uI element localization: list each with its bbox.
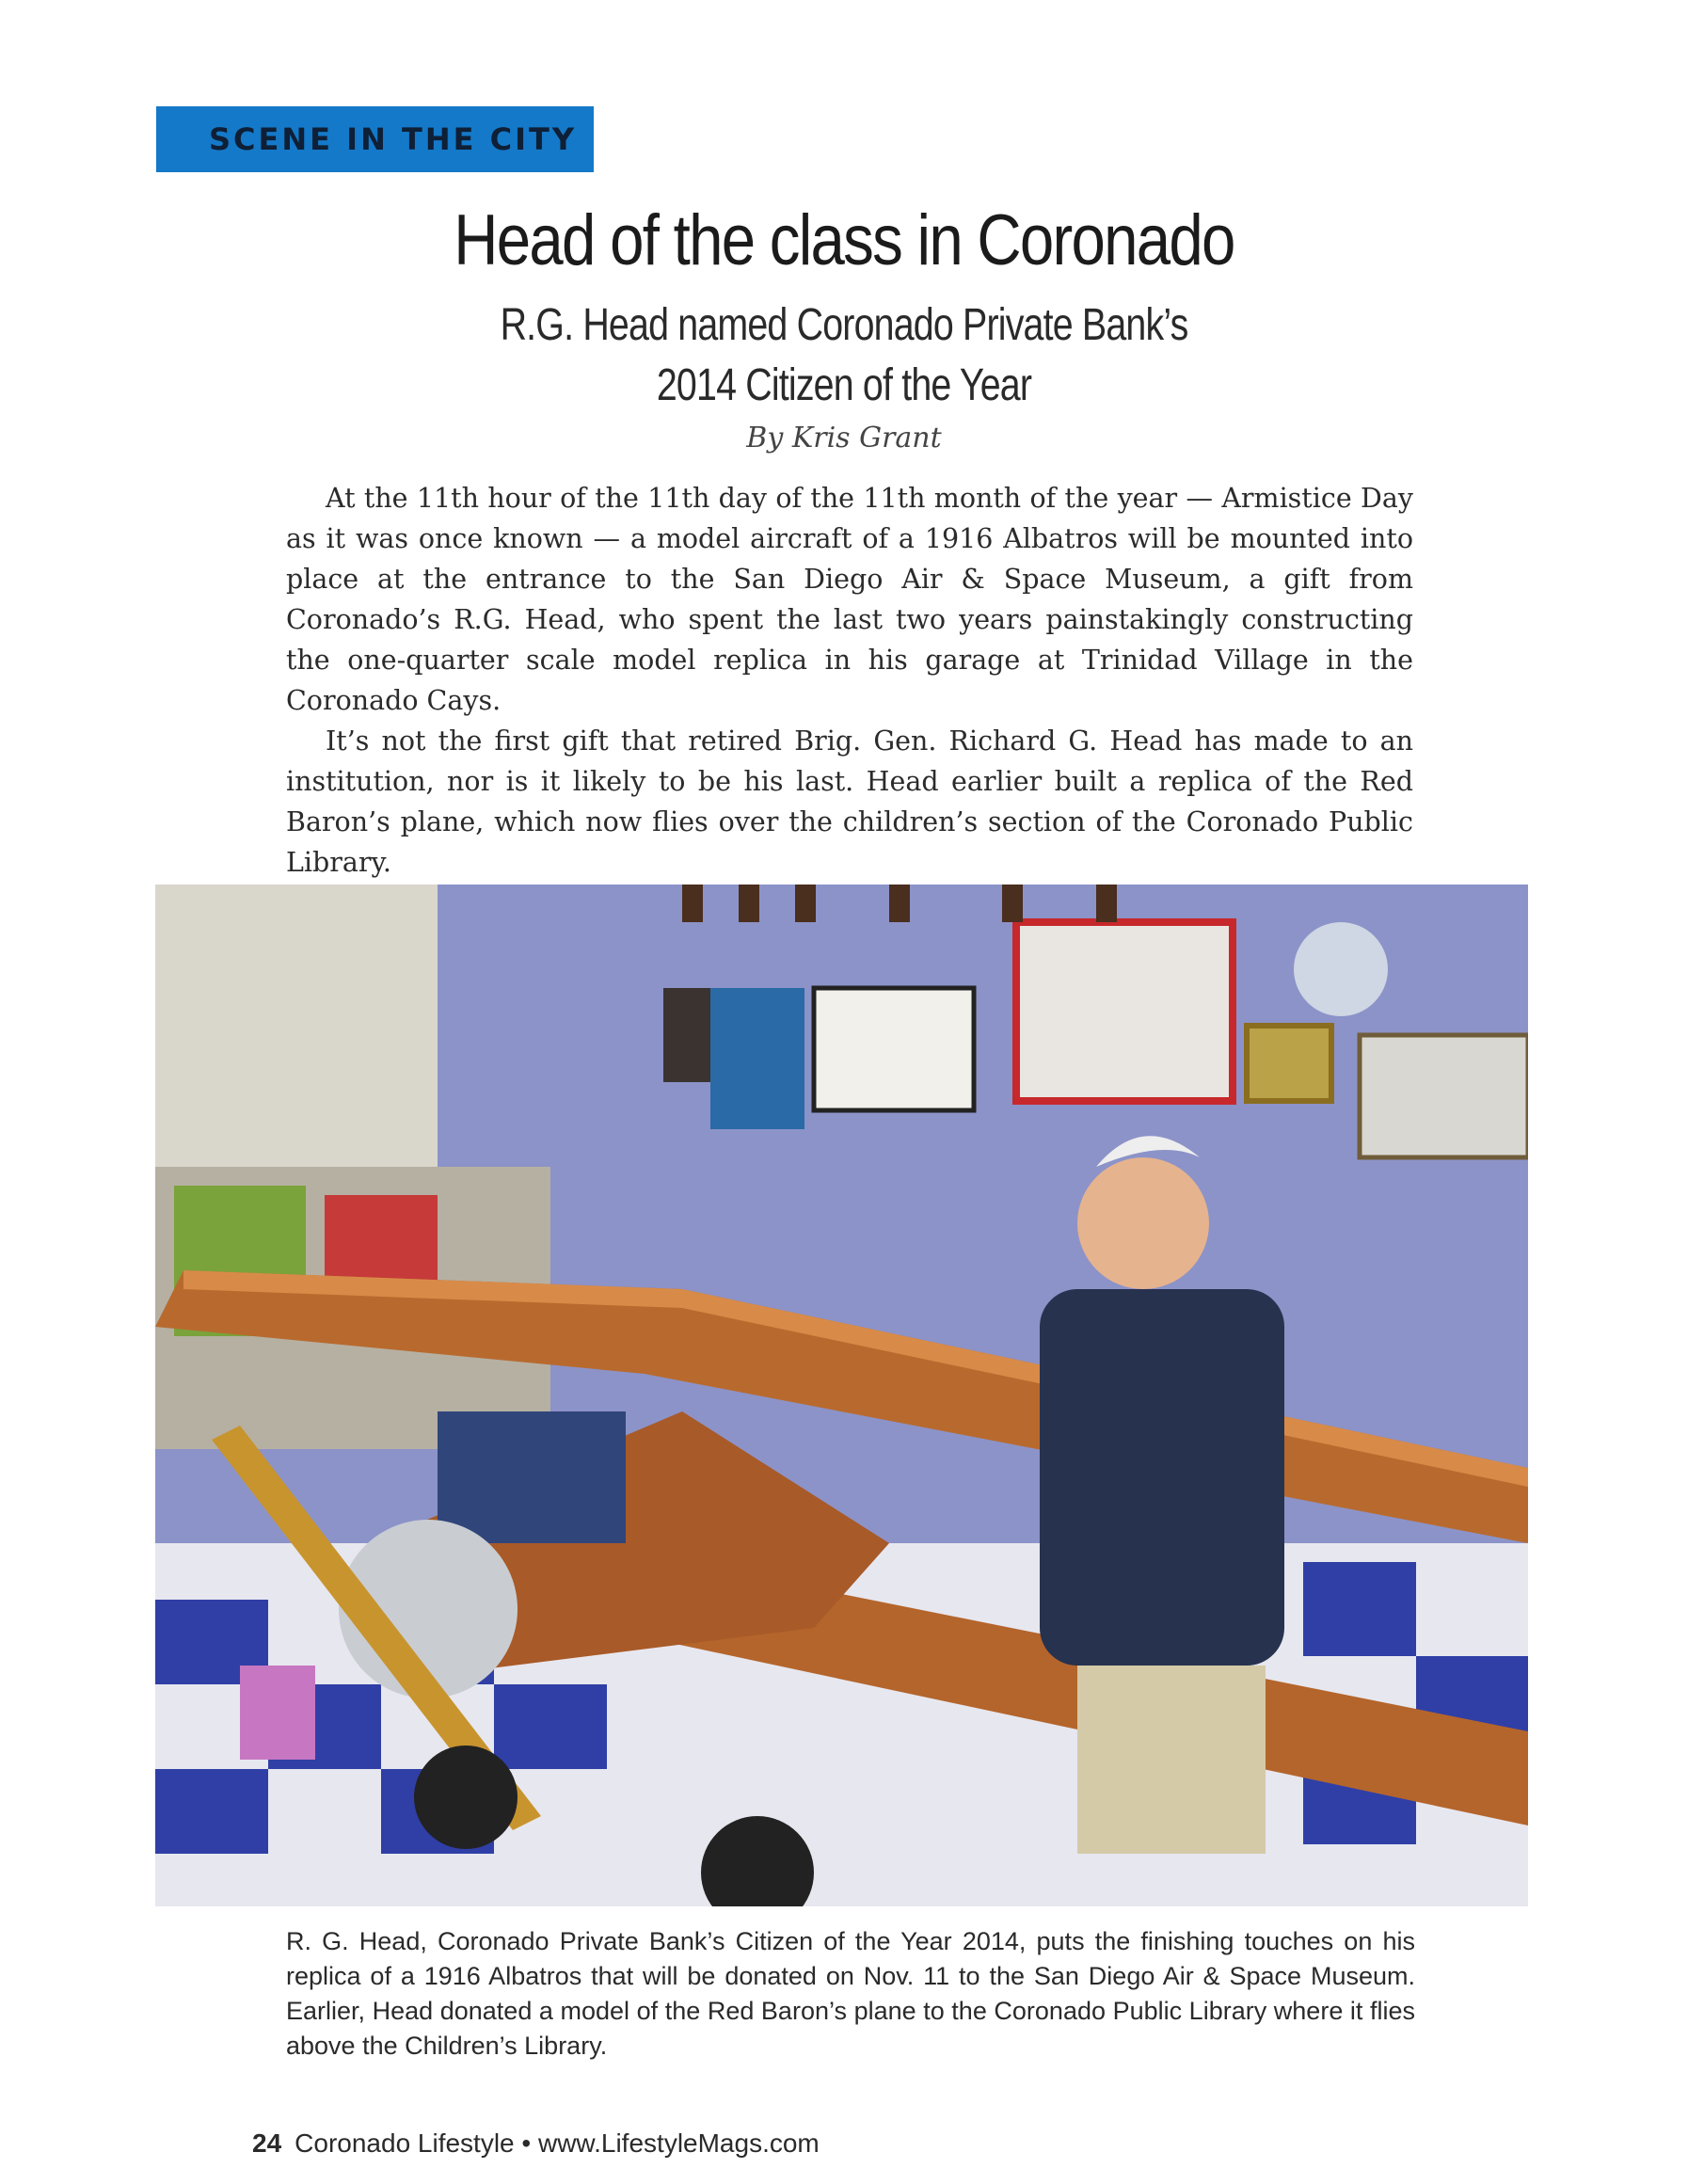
photo-caption: R. G. Head, Coronado Private Bank’s Citizen of the Year 2014, puts the finishing touches on his replica of a 1916 Albatros that will be donated on Nov. 11 to the San Diego Air & Space Museum. Earlier, Head donated a model of the Red Baron’s plane to the Coronado Public Library where it flies above the Children’s Library.	[286, 1927, 1415, 2060]
article-paragraph: It’s not the first gift that retired Brig. Gen. Richard G. Head has made to an institution, nor is it likely to be his last. Head earlier built a replica of the Red Baron’s plane, which now flies over the children’s section of the Coronado Public Library.	[286, 725, 1413, 878]
article-subhead-line1: R.G. Head named Coronado Private Bank’s	[500, 300, 1188, 350]
section-label: SCENE IN THE CITY	[209, 121, 577, 157]
article-headline: Head of the class in Coronado	[454, 200, 1234, 280]
article-subhead-line2: 2014 Citizen of the Year	[656, 360, 1032, 410]
page-footer	[252, 2128, 820, 2159]
garage-photo-illustration	[155, 885, 1528, 1906]
article-body	[286, 478, 1413, 883]
article-byline: By Kris Grant	[746, 422, 942, 454]
article-paragraph: At the 11th hour of the 11th day of the 11th month of the year — Armistice Day as it was once known — a model aircraft of a 1916 Albatros will be mounted into place at the entrance to the San Diego Air & Space Museum, a gift from Coronado’s R.G. Head, who spent the last two years painstakingly constructing the one-quarter scale model replica in his garage at Trinidad Village in the Coronado Cays.	[286, 483, 1413, 716]
publication-name: Coronado Lifestyle • www.LifestyleMags.com	[295, 2128, 820, 2158]
article-photo	[155, 885, 1528, 1906]
section-banner	[156, 106, 594, 172]
page-number: 24	[252, 2128, 282, 2158]
